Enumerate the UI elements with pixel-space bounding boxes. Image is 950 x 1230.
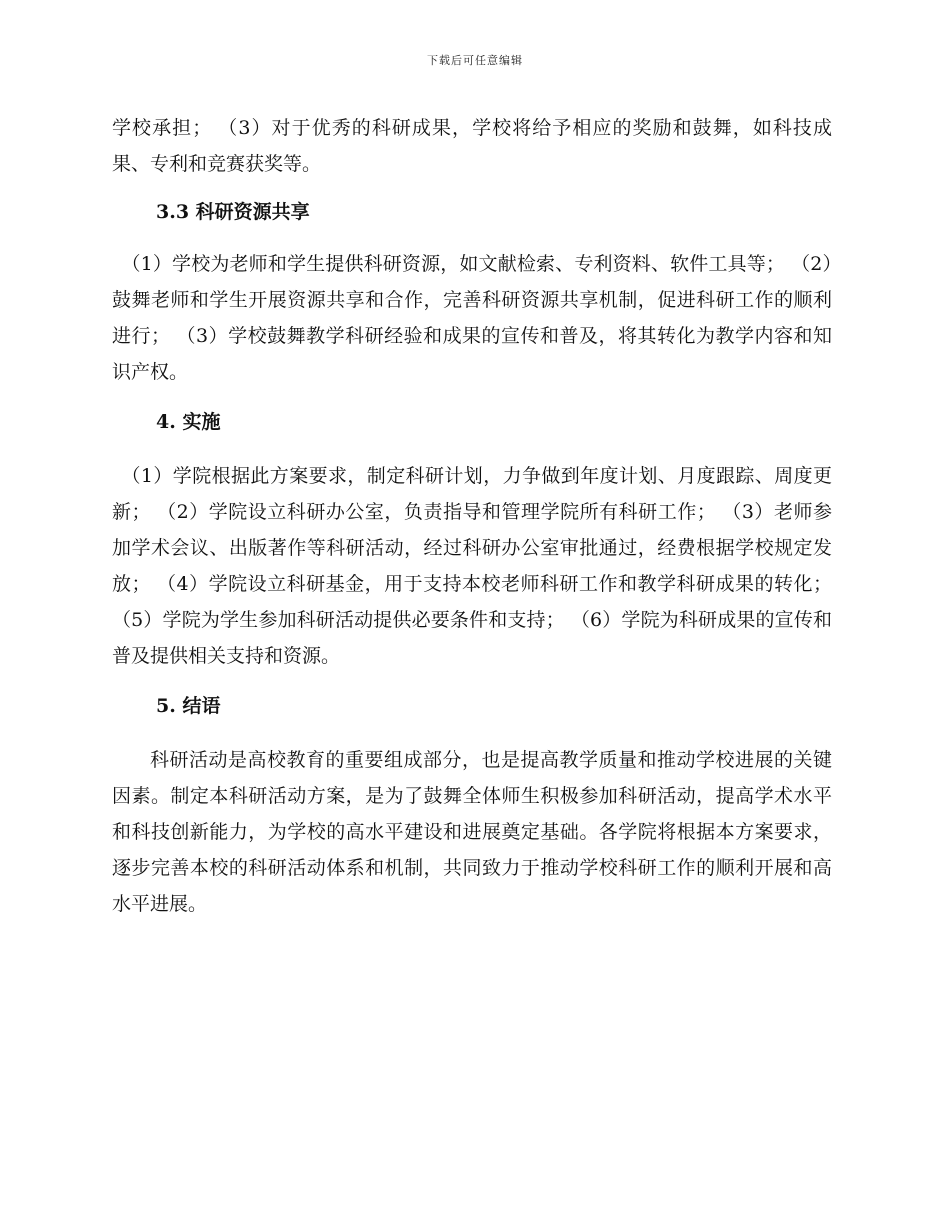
paragraph-implementation: （1）学院根据此方案要求，制定科研计划，力争做到年度计划、月度跟踪、周度更新； （2）学院设立科研办公室，负责指导和管理学院所有科研工作； （3）老师参加学术会议、出版著作等科研活动，经过科研办公室审批通过，经费根据学校规定发放； （4）学院设立科研基金，用于支持本校老师科研工作和教学科研成果的转化； （5）学院为学生参加科研活动提供必要条件和支持； （6）学院为科研成果的宣传和普及提供相关支持和资源。 — [112, 465, 832, 667]
paragraph-resource-sharing: （1）学校为老师和学生提供科研资源，如文献检索、专利资料、软件工具等； （2）鼓舞老师和学生开展资源共享和合作，完善科研资源共享机制，促进科研工作的顺利进行； （3）学校鼓舞教学科研经验和成果的宣传和普及，将其转化为教学内容和知识产权。 — [112, 253, 832, 383]
document-body — [112, 110, 832, 922]
paragraph-conclusion: 科研活动是高校教育的重要组成部分，也是提高教学质量和推动学校进展的关键因素。制定本科研活动方案，是为了鼓舞全体师生积极参加科研活动，提高学术水平和科技创新能力，为学校的高水平建设和进展奠定基础。各学院将根据本方案要求，逐步完善本校的科研活动体系和机制，共同致力于推动学校科研工作的顺利开展和高水平进展。 — [112, 749, 832, 915]
heading-5: 5. 结语 — [156, 695, 221, 717]
heading-4: 4. 实施 — [156, 411, 221, 433]
heading-3-3: 3.3 科研资源共享 — [156, 201, 310, 223]
page-header: 下载后可任意编辑 — [427, 54, 523, 67]
paragraph-continued: 学校承担； （3）对于优秀的科研成果，学校将给予相应的奖励和鼓舞，如科技成果、专利和竞赛获奖等。 — [112, 117, 832, 175]
